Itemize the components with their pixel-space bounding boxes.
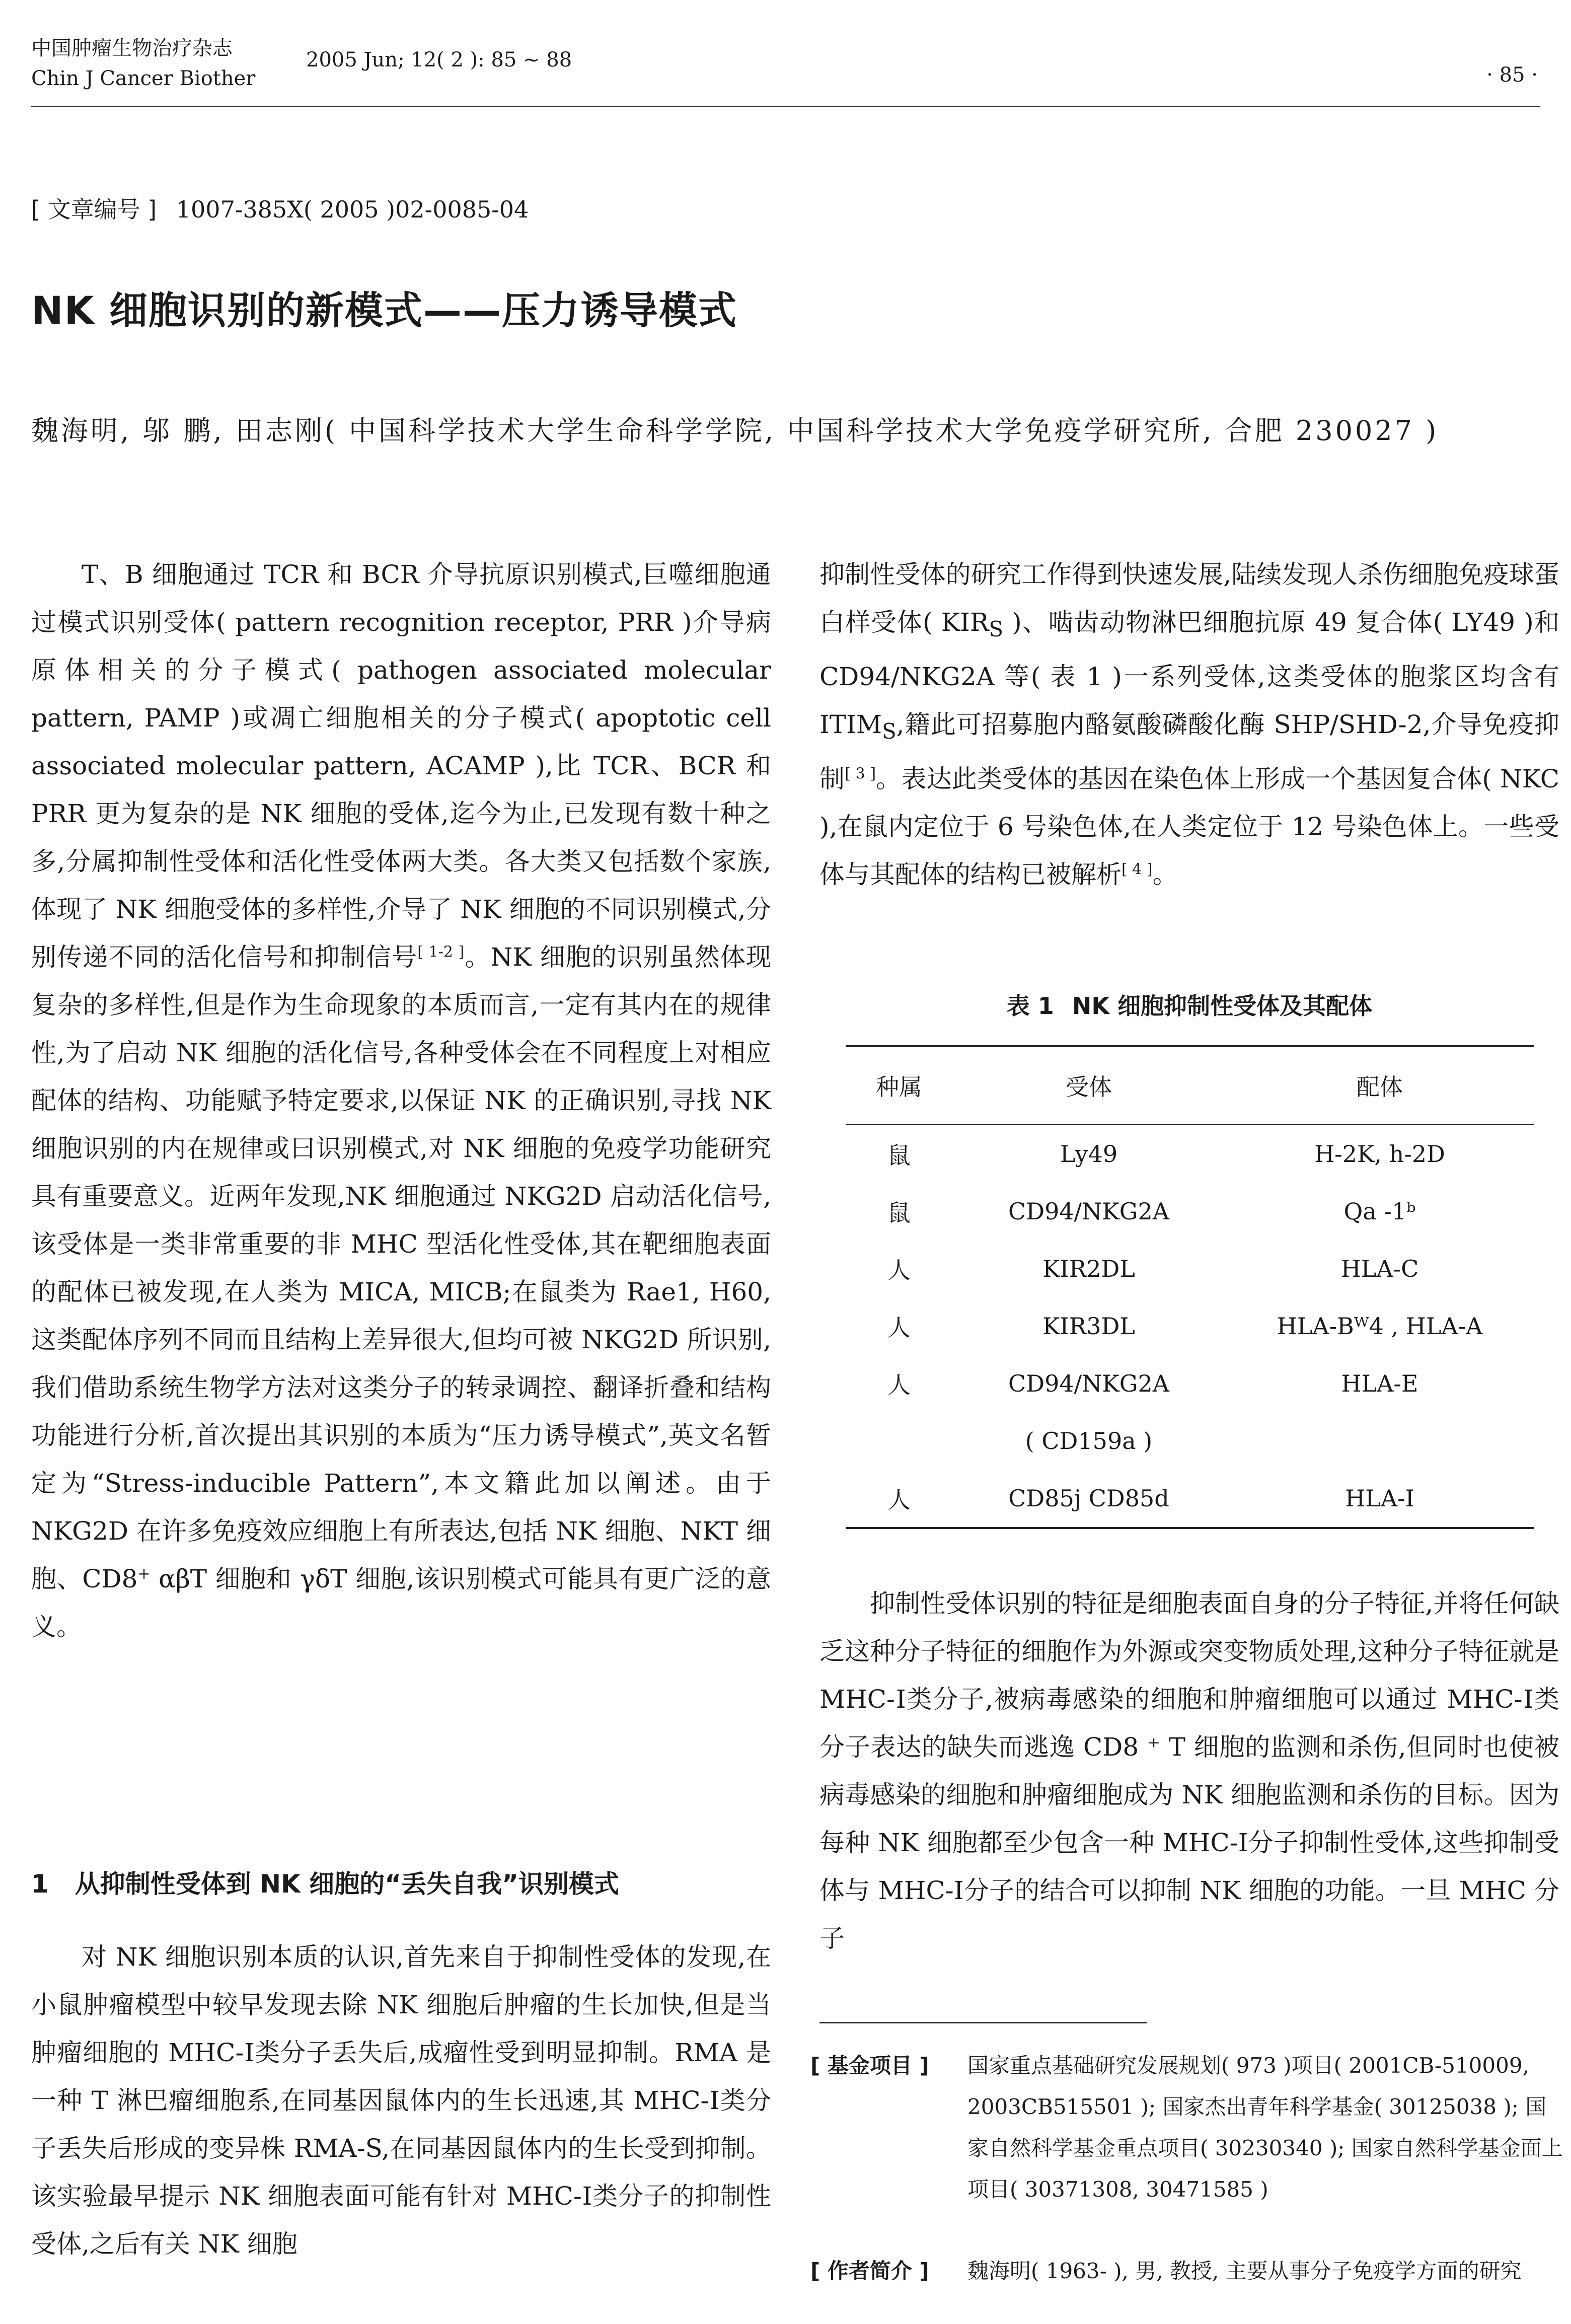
receptor-ligand-table bbox=[846, 1045, 1534, 1529]
table-cell: HLA-E bbox=[1341, 1370, 1418, 1397]
table-title: NK 细胞抑制性受体及其配体 bbox=[1072, 992, 1373, 1020]
journal-name-en: Chin J Cancer Biother bbox=[31, 67, 256, 90]
issue-info: 2005 Jun; 12( 2 ): 85 ~ 88 bbox=[306, 48, 572, 71]
table-header-cell: 配体 bbox=[1225, 1046, 1534, 1125]
article-title: NK 细胞识别的新模式——压力诱导模式 bbox=[31, 288, 737, 333]
right-column-top bbox=[819, 551, 1559, 899]
section-number: 1 bbox=[31, 1869, 49, 1899]
running-header-journal bbox=[31, 33, 255, 94]
table-cell bbox=[846, 1412, 952, 1470]
table-cell: H-2K, h-2D bbox=[1314, 1140, 1445, 1168]
table-cell: KIR3DL bbox=[1042, 1313, 1135, 1340]
text-run: 。NK 细胞的识别虽然体现复杂的多样性,但是作为生命现象的本质而言,一定有其内在的规律性,为了启动 NK 细胞的活化信号,各种受体会在不同程度上对相应配体的结构、功能赋予特定要求,以保证 NK 的正确识别,寻找 NK 细胞识别的内在规律或曰识别模式,对 NK 细胞的免疫学功能研究具有重要意义。近两年发现,NK 细胞通过 NKG2D 启动活化信号,该受体是一类非常重要的非 MHC 型活化性受体,其在靶细胞表面的配体已被发现,在人类为 MICA, MICB;在鼠类为 Rae1, H60,这类配体序列不同而且结构上差异很大,但均可被 NKG2D 所识别,我们借助系统生物学方法对这类分子的转录调控、翻译折叠和结构功能进行分析,首次提出其识别的本质为“压力诱导模式”,英文名暂定为“Stress-inducible Pattern”,本文籍此加以阐述。由于 NKG2D 在许多免疫效应细胞上有所表达,包括 NK 细胞、NKT 细胞、CD8 bbox=[31, 942, 772, 1593]
text-run: 抑制性受体的研究工作得到快速发展,陆续发现人杀伤细胞免疫球蛋白样受体( KIR bbox=[819, 560, 1559, 637]
text-run: 。表达此类受体的基因在染色体上形成一个基因复合体( NKC ),在鼠内定位于 6 号染色体,在人类定位于 12 号染色体上。一些受体与其配体的结构已被解析 bbox=[819, 764, 1560, 889]
citation: [ 4 ] bbox=[1121, 860, 1153, 879]
body-paragraph: 对 NK 细胞识别本质的认识,首先来自于抑制性受体的发现,在小鼠肿瘤模型中较早发现去除 NK 细胞后肿瘤的生长加快,但是当肿瘤细胞的 MHC-Ⅰ类分子丢失后,成瘤性受到明显抑制。RMA 是一种 T 淋巴瘤细胞系,在同基因鼠体内的生长迅速,其 MHC-Ⅰ类分子丢失后形成的变异株 RMA-S,在同基因鼠体内的生长受到抑制。该实验最早提示 NK 细胞表面可能有针对 MHC-Ⅰ类分子的抑制性受体,之后有关 NK 细胞 bbox=[31, 1942, 771, 2259]
table-header-cell: 种属 bbox=[846, 1046, 952, 1125]
header-rule bbox=[31, 106, 1540, 107]
table-cell: CD85j CD85d bbox=[952, 1470, 1225, 1528]
text-run: )、啮齿动物淋巴细胞抗原 49 复合体( LY49 )和 CD94/NKG2A 等( 表 1 )一系列受体,这类受体的胞浆区均含有 ITIM bbox=[819, 608, 1560, 739]
table-cell: 鼠 bbox=[887, 1142, 911, 1169]
table-cell: 人 bbox=[887, 1257, 911, 1284]
table-number: 表 1 bbox=[1006, 992, 1054, 1020]
text-run: αβT 细胞和 γδT 细胞,该识别模式可能具有更广泛的意义。 bbox=[31, 1564, 772, 1641]
page-number: · 85 · bbox=[1486, 63, 1538, 87]
table-cell: 人 bbox=[846, 1470, 952, 1528]
body-paragraph: 抑制性受体识别的特征是细胞表面自身的分子特征,并将任何缺乏这种分子特征的细胞作为外源或突变物质处理,这种分子特征就是 MHC-Ⅰ类分子,被病毒感染的细胞和肿瘤细胞可以通过 MHC-Ⅰ类分子表达的缺失而逃逸 CD8 ⁺ T 细胞的监测和杀伤,但同时也使被病毒感染的细胞和肿瘤细胞成为 NK 细胞监测和杀伤的目标。因为每种 NK 细胞都至少包含一种 MHC-Ⅰ分子抑制性受体,这些抑制受体与 MHC-Ⅰ分子的结合可以抑制 NK 细胞的功能。一旦 MHC 分子 bbox=[819, 1589, 1559, 1953]
table-cell: 人 bbox=[887, 1314, 911, 1341]
table-cell: HLA-C bbox=[1340, 1255, 1419, 1282]
footnote-text: 魏海明( 1963- ), 男, 教授, 主要从事分子免疫学方面的研究 bbox=[967, 2259, 1522, 2283]
subscript: S bbox=[882, 719, 896, 744]
body-paragraph bbox=[31, 551, 771, 1651]
table-row bbox=[846, 1412, 1534, 1470]
table-cell: 人 bbox=[887, 1371, 911, 1399]
table-caption bbox=[819, 988, 1559, 1021]
table-cell: ( CD159a ) bbox=[1025, 1427, 1153, 1455]
table-header-cell: 受体 bbox=[952, 1046, 1225, 1125]
footnote-text: 国家重点基础研究发展规划( 973 )项目( 2001CB-510009, 2003CB515501 ); 国家杰出青年科学基金( 30125038 ); 国家自然科学基金重点项目( 30230340 ); 国家自然科学基金面上项目( 30371308, 30471585 ) bbox=[967, 2053, 1563, 2202]
table-cell: HLA-Bᵂ4 , HLA-A bbox=[1277, 1313, 1483, 1340]
footnote-funding bbox=[810, 2045, 1565, 2210]
table-row bbox=[846, 1470, 1534, 1528]
author-affiliation: 魏海明, 邬 鹏, 田志刚( 中国科学技术大学生命科学学院, 中国科学技术大学免疫学研究所, 合肥 230027 ) bbox=[31, 415, 1439, 447]
subscript: S bbox=[989, 617, 1004, 641]
table-row bbox=[846, 1183, 1534, 1240]
table-header-row bbox=[846, 1046, 1534, 1125]
article-number-line bbox=[31, 191, 529, 225]
citation: [ 1-2 ] bbox=[417, 943, 465, 961]
left-column-intro bbox=[31, 551, 771, 1651]
text-run: ,籍此可招募胞内酪氨酸磷酸化酶 SHP/SHD-2,介导免疫抑制 bbox=[819, 710, 1559, 793]
footnote-author-bio bbox=[810, 2250, 1565, 2292]
journal-name-cn: 中国肿瘤生物治疗杂志 bbox=[31, 37, 233, 60]
table-cell: CD94/NKG2A bbox=[1008, 1198, 1169, 1225]
table-cell: Ly49 bbox=[1060, 1140, 1118, 1168]
table-cell: CD94/NKG2A bbox=[1008, 1370, 1169, 1397]
right-column-bottom bbox=[819, 1580, 1559, 1963]
table-cell: 鼠 bbox=[887, 1199, 911, 1226]
table-row bbox=[846, 1297, 1534, 1355]
table-row bbox=[846, 1240, 1534, 1297]
left-column-section1 bbox=[31, 1933, 771, 2268]
footnote-label: [ 作者简介 ] bbox=[810, 2259, 929, 2283]
body-paragraph bbox=[819, 551, 1559, 899]
superscript-plus: + bbox=[137, 1565, 151, 1583]
section-heading bbox=[31, 1864, 619, 1900]
citation: [ 3 ] bbox=[845, 765, 876, 783]
table-cell: Qa -1ᵇ bbox=[1343, 1198, 1416, 1225]
table-row bbox=[846, 1355, 1534, 1412]
text-run: T、B 细胞通过 TCR 和 BCR 介导抗原识别模式,巨噬细胞通过模式识别受体( pattern recognition receptor, PRR )介导病原体相关的分子模式( pathogen associated molecular pattern, PAMP )或凋亡细胞相关的分子模式( apoptotic cell associated molecular pattern, ACAMP ),比 TCR、BCR 和 PRR 更为复杂的是 NK 细胞的受体,迄今为止,已发现有数十种之多,分属抑制性受体和活化性受体两大类。各大类又包括数个家族,体现了 NK 细胞受体的多样性,介导了 NK 细胞的不同识别模式,分别传递不同的活化信号和抑制信号 bbox=[31, 560, 771, 972]
table-cell: HLA-I bbox=[1225, 1470, 1534, 1528]
article-number: 1007-385X( 2005 )02-0085-04 bbox=[176, 196, 529, 223]
table-cell: KIR2DL bbox=[1042, 1255, 1135, 1282]
footnote-rule bbox=[819, 2022, 1147, 2023]
article-number-label: [ 文章编号 ] bbox=[31, 196, 157, 223]
footnote-label: [ 基金项目 ] bbox=[810, 2053, 929, 2078]
text-run: 。 bbox=[1152, 860, 1178, 889]
section-title: 从抑制性受体到 NK 细胞的“丢失自我”识别模式 bbox=[74, 1869, 619, 1899]
table-row bbox=[846, 1125, 1534, 1183]
table-cell bbox=[1225, 1412, 1534, 1470]
